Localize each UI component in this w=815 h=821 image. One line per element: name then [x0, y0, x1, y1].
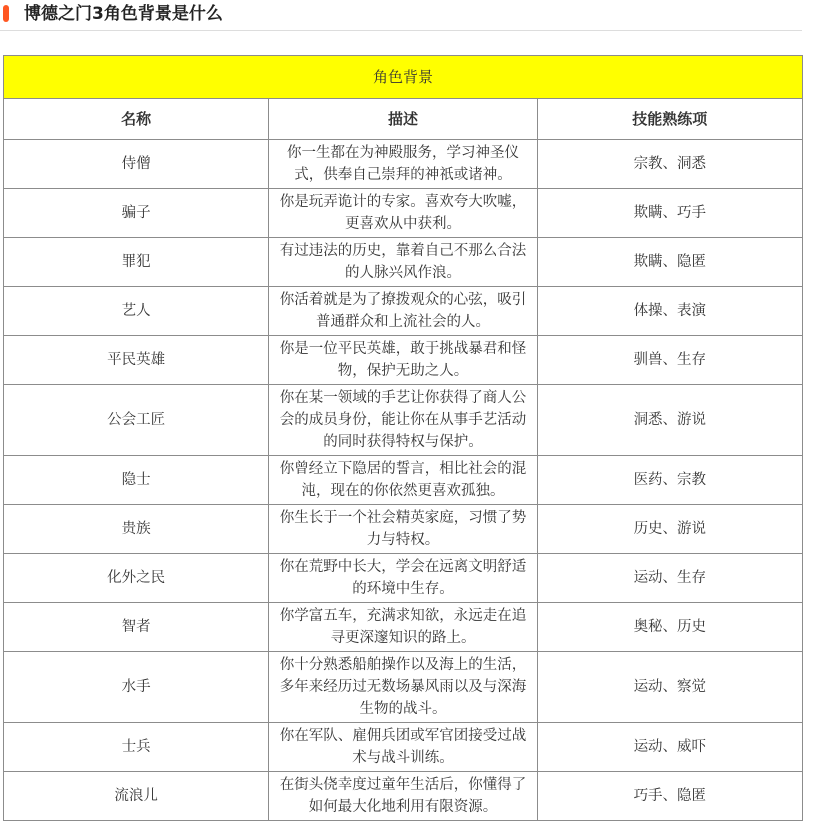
- cell-description: 你在荒野中长大，学会在远离文明舒适的环境中生存。: [269, 554, 537, 603]
- header-skills: 技能熟练项: [537, 99, 802, 140]
- table-body: [4, 140, 803, 821]
- title-marker-bar: [3, 5, 9, 22]
- cell-skills: 体操、表演: [537, 287, 802, 336]
- cell-skills: 欺瞒、隐匿: [537, 238, 802, 287]
- cell-skills: 巧手、隐匿: [537, 772, 802, 821]
- cell-description: 你是一位平民英雄，敢于挑战暴君和怪物，保护无助之人。: [269, 336, 537, 385]
- cell-description: 你生长于一个社会精英家庭，习惯了势力与特权。: [269, 505, 537, 554]
- cell-skills: 历史、游说: [537, 505, 802, 554]
- table-row: [4, 385, 803, 456]
- cell-name: 隐士: [4, 456, 269, 505]
- header-description: 描述: [269, 99, 537, 140]
- header-name: 名称: [4, 99, 269, 140]
- cell-description: 你活着就是为了撩拨观众的心弦，吸引普通群众和上流社会的人。: [269, 287, 537, 336]
- table-row: [4, 772, 803, 821]
- cell-skills: 奥秘、历史: [537, 603, 802, 652]
- cell-name: 侍僧: [4, 140, 269, 189]
- cell-skills: 运动、威吓: [537, 723, 802, 772]
- page-header: [0, 0, 815, 30]
- header-divider: [0, 30, 802, 31]
- table-row: [4, 723, 803, 772]
- cell-name: 罪犯: [4, 238, 269, 287]
- cell-description: 你在某一领域的手艺让你获得了商人公会的成员身份，能让你在从事手艺活动的同时获得特权与保护。: [269, 385, 537, 456]
- cell-description: 在街头侥幸度过童年生活后，你懂得了如何最大化地利用有限资源。: [269, 772, 537, 821]
- cell-skills: 宗教、洞悉: [537, 140, 802, 189]
- cell-skills: 运动、生存: [537, 554, 802, 603]
- cell-skills: 医药、宗教: [537, 456, 802, 505]
- cell-skills: 洞悉、游说: [537, 385, 802, 456]
- cell-name: 骗子: [4, 189, 269, 238]
- cell-skills: 驯兽、生存: [537, 336, 802, 385]
- table-row: [4, 287, 803, 336]
- cell-description: 你曾经立下隐居的誓言，相比社会的混沌，现在的你依然更喜欢孤独。: [269, 456, 537, 505]
- cell-name: 士兵: [4, 723, 269, 772]
- table-row: [4, 336, 803, 385]
- cell-description: 你学富五车，充满求知欲，永远走在追寻更深邃知识的路上。: [269, 603, 537, 652]
- table-row: [4, 652, 803, 723]
- table-caption: 角色背景: [4, 56, 803, 99]
- cell-description: 你一生都在为神殿服务，学习神圣仪式，供奉自己崇拜的神祇或诸神。: [269, 140, 537, 189]
- background-table-container: [3, 55, 803, 821]
- cell-name: 贵族: [4, 505, 269, 554]
- table-header-row: [4, 99, 803, 140]
- cell-name: 智者: [4, 603, 269, 652]
- cell-description: 有过违法的历史，靠着自己不那么合法的人脉兴风作浪。: [269, 238, 537, 287]
- table-row: [4, 505, 803, 554]
- cell-name: 水手: [4, 652, 269, 723]
- table-row: [4, 554, 803, 603]
- table-row: [4, 238, 803, 287]
- cell-name: 化外之民: [4, 554, 269, 603]
- table-row: [4, 456, 803, 505]
- cell-name: 艺人: [4, 287, 269, 336]
- background-table: [3, 55, 803, 821]
- cell-description: 你在军队、雇佣兵团或军官团接受过战术与战斗训练。: [269, 723, 537, 772]
- cell-description: 你是玩弄诡计的专家。喜欢夸大吹嘘，更喜欢从中获利。: [269, 189, 537, 238]
- table-row: [4, 603, 803, 652]
- table-row: [4, 140, 803, 189]
- cell-name: 公会工匠: [4, 385, 269, 456]
- page-title: 博德之门3角色背景是什么: [24, 4, 223, 24]
- cell-name: 流浪儿: [4, 772, 269, 821]
- cell-description: 你十分熟悉船舶操作以及海上的生活，多年来经历过无数场暴风雨以及与深海生物的战斗。: [269, 652, 537, 723]
- cell-skills: 运动、察觉: [537, 652, 802, 723]
- table-caption-row: [4, 56, 803, 99]
- table-row: [4, 189, 803, 238]
- cell-skills: 欺瞒、巧手: [537, 189, 802, 238]
- cell-name: 平民英雄: [4, 336, 269, 385]
